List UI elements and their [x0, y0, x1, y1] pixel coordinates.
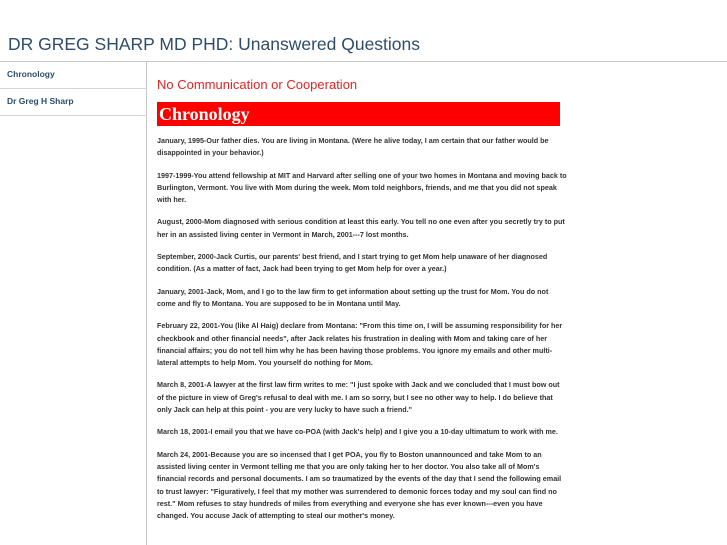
chronology-entry: February 22, 2001-You (like Al Haig) declare from Montana: "From this time on, I will be assuming responsibility for her checkbook and other financial needs", after Jack relates his frustration in dealing with Mom and taking care of her financial affairs; you do not tell him why he has been having those problems. You ignore my emails and other multi-lateral attempts to help Mom. You yourself do nothing for Mom.: [157, 321, 563, 368]
sidebar-item-dr-greg-h-sharp[interactable]: Dr Greg H Sharp: [0, 89, 146, 116]
sidebar-nav: [0, 62, 147, 545]
main-content: [157, 76, 572, 522]
chronology-entry: March 8, 2001-A lawyer at the first law firm writes to me: "I just spoke with Jack and we concluded that I must bow out of the picture in view of Greg's refusal to deal with me. I am so sorry, but I see no other way to help. I do believe that only Jack can help at this point - you are very lucky to have such a friend.": [157, 380, 560, 415]
chronology-entry: August, 2000-Mom diagnosed with serious condition at least this early. You tell no one even after you secretly try to put her in an assisted living center in Vermont in March, 2001---7 lost months.: [157, 217, 565, 239]
page-heading: No Communication or Cooperation: [157, 77, 358, 92]
chronology-entry: March 18, 2001-I email you that we have co-POA (with Jack's help) and I give you a 10-day ultimatum to work with me.: [157, 427, 558, 437]
chronology-entry: January, 2001-Jack, Mom, and I go to the law firm to get information about setting up the trust for Mom. You do not come and fly to Montana. You are supposed to be in Montana until May.: [157, 286, 549, 308]
chronology-entry: March 24, 2001-Because you are so incensed that I get POA, you fly to Boston unannounced and take Mom to an assisted living center in Vermont telling me that you are only taking her to her doctor. You also take all of Mom's financial records and personal documents. I am so traumatized by the events of the day that I send the following email to trust lawyer: "Figuratively, I feel that my mother was surrendered to demonic forces today and my soul can find no rest." Mom refuses to stay hundreds of miles from everything and everyone she has ever known---even you have changed. You accuse Jack of attempting to steal our mother's money.: [157, 449, 562, 521]
chronology-entry: 1997-1999-You attend fellowship at MIT and Harvard after selling one of your two homes in Montana and moving back to Burlington, Vermont. You live with Mom during the week. Mom told neighbors, friends, and me that you did not speak with her.: [157, 170, 567, 205]
chronology-entry: January, 1995-Our father dies. You are living in Montana. (Were he alive today, I am certain that our father would be disappointed in your behavior.): [157, 136, 549, 158]
site-title: DR GREG SHARP MD PHD: Unanswered Questions: [8, 34, 421, 54]
section-title-banner: Chronology: [157, 102, 560, 126]
sidebar-item-chronology[interactable]: Chronology: [0, 62, 146, 89]
chronology-entry: September, 2000-Jack Curtis, our parents' best friend, and I start trying to get Mom help unaware of her diagnosed condition. (As a matter of fact, Jack had been trying to get Mom help for over a year.): [157, 252, 548, 274]
